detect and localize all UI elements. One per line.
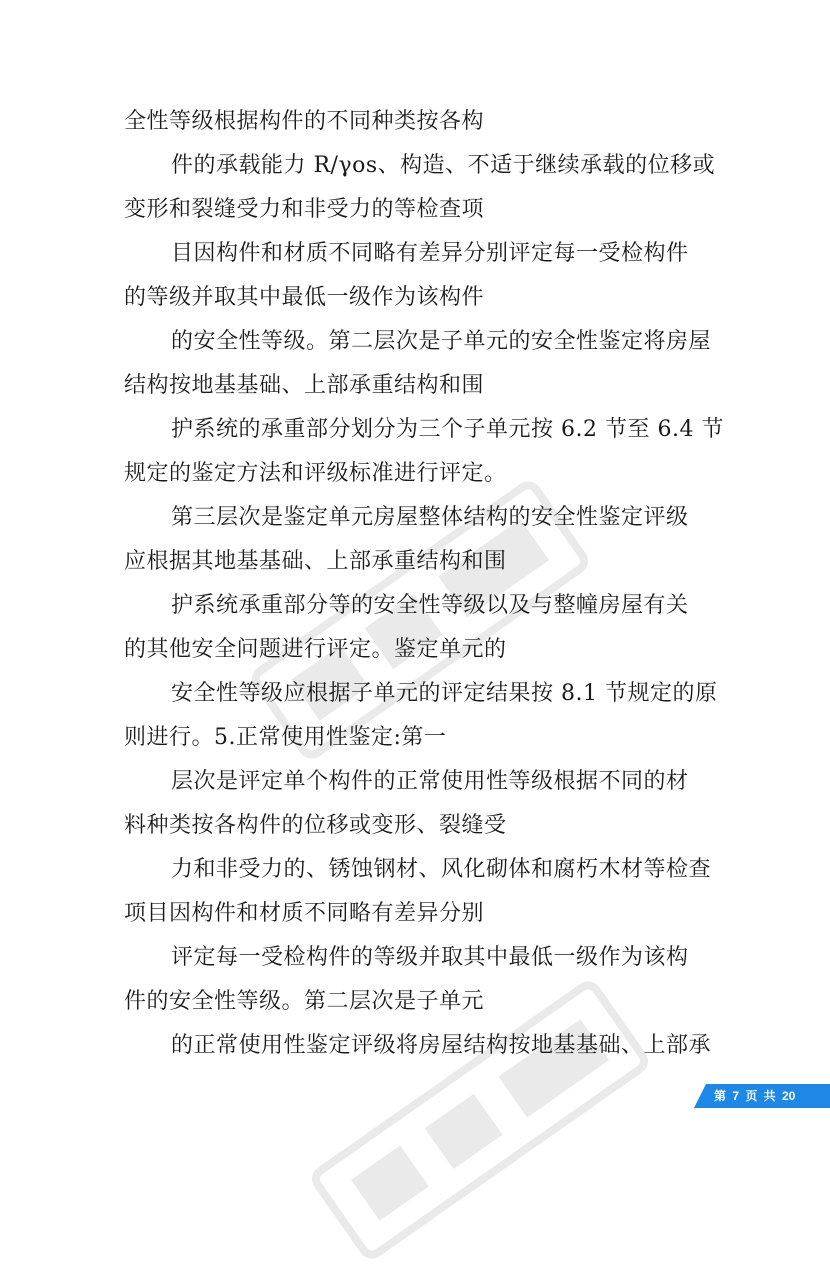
text-line: 的等级并取其中最低一级作为该构件: [124, 285, 485, 310]
text-line: 护系统的承重部分划分为三个子单元按 6.2 节至 6.4 节: [171, 417, 724, 442]
text-line: 目因构件和材质不同略有差异分别评定每一受检构件: [171, 241, 689, 266]
text-line: 则进行。5.正常使用性鉴定:第一: [124, 725, 447, 750]
text-line: 件的安全性等级。第二层次是子单元: [124, 989, 485, 1014]
text-line: 项目因构件和材质不同略有差异分别: [124, 901, 485, 926]
page-number-label: 第 7 页 共 20: [714, 1089, 796, 1103]
text-line: 第三层次是鉴定单元房屋整体结构的安全性鉴定评级: [171, 505, 689, 530]
text-line: 护系统承重部分等的安全性等级以及与整幢房屋有关: [171, 593, 689, 618]
text-line: 料种类按各构件的位移或变形、裂缝受: [124, 813, 507, 838]
page-number-badge: [694, 1084, 830, 1108]
text-line: 层次是评定单个构件的正常使用性等级根据不同的材: [171, 769, 689, 794]
text-line: 件的承载能力 R/γos、构造、不适于继续承载的位移或: [171, 153, 716, 178]
text-line: 的安全性等级。第二层次是子单元的安全性鉴定将房屋: [171, 329, 712, 354]
text-line: 的其他安全问题进行评定。鉴定单元的: [124, 637, 507, 662]
text-line: 规定的鉴定方法和评级标准进行评定。: [124, 461, 507, 486]
text-line: 安全性等级应根据子单元的评定结果按 8.1 节规定的原: [171, 681, 718, 706]
text-line: 应根据其地基基础、上部承重结构和围: [124, 549, 507, 574]
text-line: 结构按地基基础、上部承重结构和围: [124, 373, 485, 398]
text-line: 评定每一受检构件的等级并取其中最低一级作为该构: [171, 945, 689, 970]
text-line: 力和非受力的、锈蚀钢材、风化砌体和腐朽木材等检查: [171, 857, 712, 882]
text-line: 全性等级根据构件的不同种类按各构: [124, 109, 485, 134]
text-line: 变形和裂缝受力和非受力的等检查项: [124, 197, 485, 222]
text-line: 的正常使用性鉴定评级将房屋结构按地基基础、上部承: [171, 1033, 712, 1058]
